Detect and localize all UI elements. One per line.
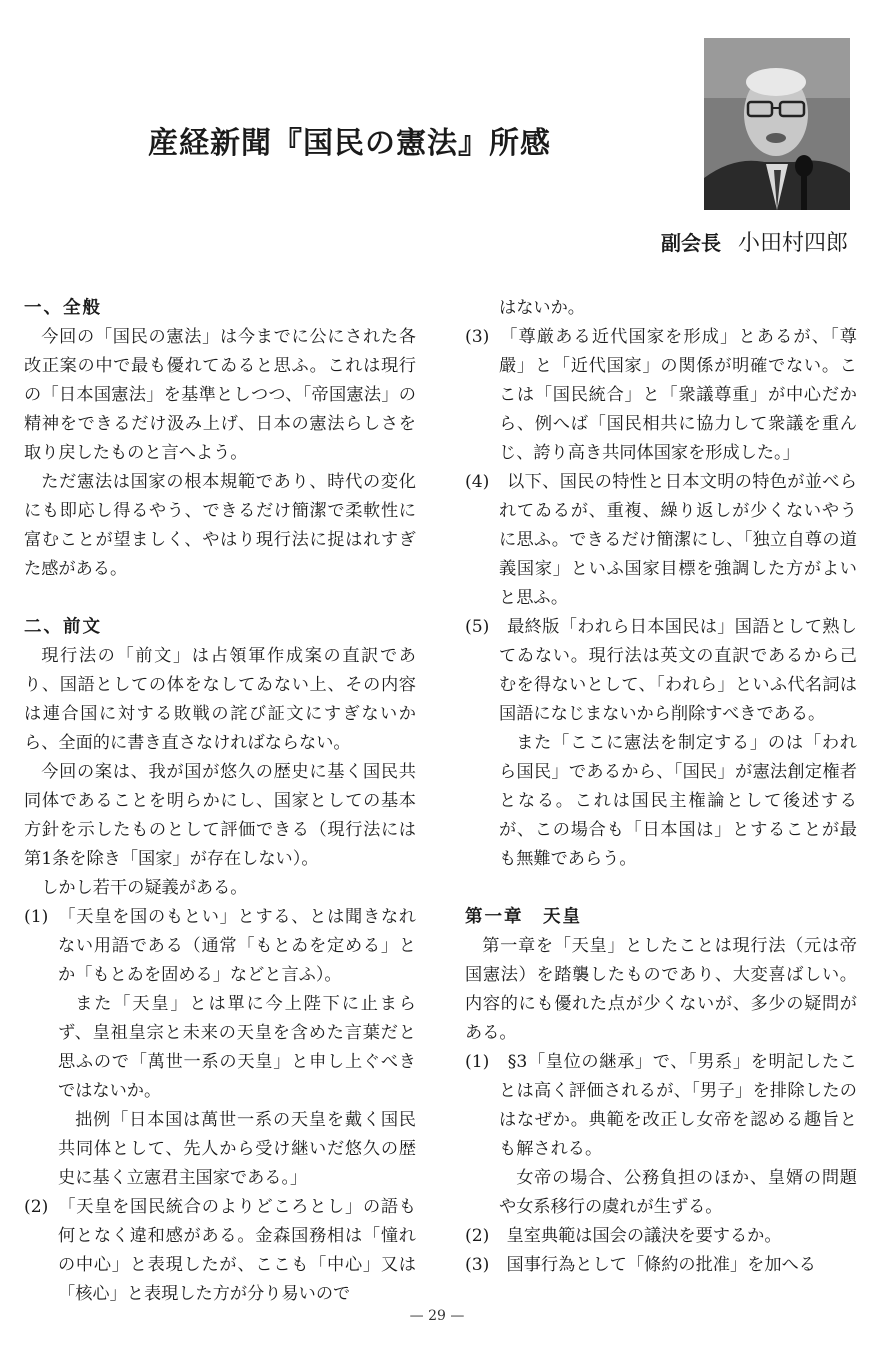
author-photo <box>704 38 850 210</box>
paragraph: 第一章を「天皇」としたことは現行法（元は帝国憲法）を踏襲したものであり、大変喜ばしい。内容的にも優れた点が少くないが、多少の疑問がある。 <box>465 936 857 1043</box>
author-name: 小田村四郎 <box>737 231 848 256</box>
list-item-paragraph: 拙例「日本国は萬世一系の天皇を戴く国民共同体として、先人から受け継いだ悠久の歴史に基く立憲君主国家である。」 <box>58 1110 416 1188</box>
list-item: (2) 皇室典範は国会の議決を要するか。 <box>465 1226 782 1246</box>
list-item: (4) 以下、国民の特性と日本文明の特色が並べられてゐるが、重複、繰り返しが少くないやうに思ふ。できるだけ簡潔にし、「独立自尊の道義国家」といふ国家目標を強調した方がよいと思ふ。 <box>465 472 857 608</box>
section-heading: 第一章 天皇 <box>465 907 582 927</box>
paragraph: 現行法の「前文」は占領軍作成案の直訳であり、国語としての体をなしてゐない上、その内容は連合国に対する敗戦の詫び証文にすぎないから、全面的に書き直さなければならない。 <box>24 646 416 753</box>
section-heading: 一、全般 <box>24 298 102 318</box>
list-item: (1) 「天皇を国のもとい」とする、とは聞きなれない用語である（通常「もとゐを定める」とか「もとゐを固める」などと言ふ）。 <box>24 907 416 985</box>
author-portrait-image <box>704 38 850 210</box>
list-item: (1) §3「皇位の継承」で、「男系」を明記したことは高く評価されるが、「男子」を排除したのはなぜか。典範を改正し女帝を認める趣旨とも解される。 <box>465 1052 857 1159</box>
list-item: (3) 国事行為として「條約の批准」を加へる <box>465 1255 816 1275</box>
paragraph: 今回の案は、我が国が悠久の歴史に基く国民共同体であることを明らかにし、国家としての基本方針を示したものとして評価できる（現行法には第1条を除き「国家」が存在しない）。 <box>24 762 416 869</box>
paragraph: しかし若干の疑義がある。 <box>41 878 248 898</box>
list-item: (5) 最終版「われら日本国民は」国語として熟してゐない。現行法は英文の直訳であるから己むを得ないとして、「われら」といふ代名詞は国語になじまないから削除すべきである。 <box>465 617 857 724</box>
spacer <box>24 584 416 613</box>
author-role: 副会長 <box>660 231 721 255</box>
list-item-paragraph: また「天皇」とは單に今上陛下に止まらず、皇祖皇宗と未来の天皇を含めた言葉だと思ふので「萬世一系の天皇」と申し上ぐべきではないか。 <box>58 994 416 1101</box>
author-byline <box>661 226 848 257</box>
paragraph: ただ憲法は国家の根本規範であり、時代の変化にも即応し得るやう、できるだけ簡潔で柔軟性に富むことが望ましく、やはり現行法に捉はれすぎた感がある。 <box>24 472 416 579</box>
list-item-paragraph: また「ここに憲法を制定する」のは「われら国民」であるから、「国民」が憲法創定権者となる。これは国民主権論として後述するが、この場合も「日本国は」とすることが最も無難であらう。 <box>499 733 857 869</box>
right-column <box>465 294 857 1280</box>
page-number: — 29 — <box>409 1308 465 1324</box>
list-item-paragraph: 女帝の場合、公務負担のほか、皇婿の問題や女系移行の虞れが生ずる。 <box>499 1168 857 1217</box>
page-title: 産経新聞『国民の憲法』所感 <box>148 126 551 161</box>
paragraph: 今回の「国民の憲法」は今までに公にされた各改正案の中で最も優れてゐると思ふ。これは現行の「日本国憲法」を基準としつつ、「帝国憲法」の精神をできるだけ汲み上げ、日本の憲法らしさを取り戻したものと言へよう。 <box>24 327 416 463</box>
list-item-continuation: はないか。 <box>499 298 585 318</box>
spacer <box>465 874 857 903</box>
section-heading: 二、前文 <box>24 617 102 637</box>
left-column <box>24 294 416 1309</box>
list-item: (2) 「天皇を国民統合のよりどころとし」の語も何となく違和感がある。金森国務相は「憧れの中心」と表現したが、ここも「中心」又は「核心」と表現した方が分り易いので <box>24 1197 416 1304</box>
list-item: (3) 「尊厳ある近代国家を形成」とあるが、「尊嚴」と「近代国家」の関係が明確でない。ここは「国民統合」と「衆議尊重」が中心だから、例へば「国民相共に協力して衆議を重んじ、誇り高き共同体国家を形成した。」 <box>465 327 857 463</box>
